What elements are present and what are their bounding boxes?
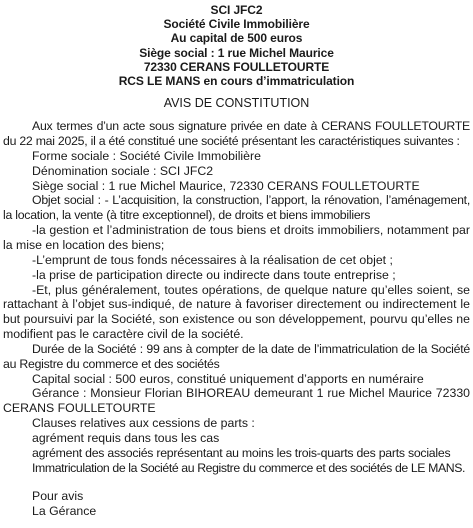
notice-body [3, 119, 470, 519]
objet-operations: -Et, plus généralement, toutes opérations, de quelque nature qu’elles soient, se rattachant à l’objet sus-indiqué, de nature à favoriser directement ou indirectement le but poursuivi par la Société, son existence ou son développement, pourvu qu’elles ne modifient pas le caractère civil de la société. [3, 282, 470, 342]
company-city: 72330 CERANS FOULLETOURTE [143, 59, 330, 74]
objet-gestion: -la gestion et l’administration de tous biens et droits immobiliers, notamment par la mise en location des biens; [3, 223, 470, 252]
intro-paragraph: Aux termes d’un acte sous signature privée en date à CERANS FOULLETOURTE du 22 mai 2025, il a été constitué une société présentant les caractéristiques suivantes : [3, 119, 470, 149]
objet-prise-participation: -la prise de participation directe ou indirecte dans toute entreprise ; [32, 267, 396, 282]
notice-header [3, 3, 470, 88]
forme-sociale: Forme sociale : Société Civile Immobilière [32, 148, 261, 163]
objet-emprunt: -L’emprunt de tous fonds nécessaires à la réalisation de cet objet ; [32, 252, 393, 267]
gerance: Gérance : Monsieur Florian BIHOREAU demeurant 1 rue Michel Maurice 72330 CERANS FOULLETOURTE [3, 386, 470, 416]
siege-social: Siège social : 1 rue Michel Maurice, 72330 CERANS FOULLETOURTE [32, 178, 420, 193]
agrement-requis: agrément requis dans tous les cas [32, 430, 220, 445]
signature-gerance: La Gérance [32, 504, 97, 519]
notice-title: AVIS DE CONSTITUTION [163, 96, 310, 111]
agrement-associes: agrément des associés représentant au moins les trois-quarts des parts sociales [32, 445, 451, 460]
capital-social: Capital social : 500 euros, constitué uniquement d’apports en numéraire [32, 371, 424, 386]
pour-avis: Pour avis [32, 489, 84, 504]
spacer [3, 475, 470, 489]
company-capital: Au capital de 500 euros [170, 31, 303, 46]
company-name: SCI JFC2 [210, 3, 263, 17]
clauses-cessions: Clauses relatives aux cessions de parts : [32, 416, 255, 431]
immatriculation: Immatriculation de la Société au Registre du commerce et des sociétés de LE MANS. [32, 460, 466, 475]
company-form: Société Civile Immobilière [163, 17, 310, 32]
denomination-sociale: Dénomination sociale : SCI JFC2 [32, 163, 214, 178]
objet-social: Objet social : - L’acquisition, la construction, l’apport, la rénovation, l’aménagement, la location, la vente (à titre exceptionnel), de droits et biens immobiliers [3, 193, 470, 223]
company-registered-office: Siège social : 1 rue Michel Maurice [139, 45, 334, 60]
duree-societe: Durée de la Société : 99 ans à compter de la date de l’immatriculation de la Société au Registre du commerce et des sociétés [3, 341, 470, 371]
company-rcs: RCS LE MANS en cours d’immatriculation [118, 74, 355, 89]
